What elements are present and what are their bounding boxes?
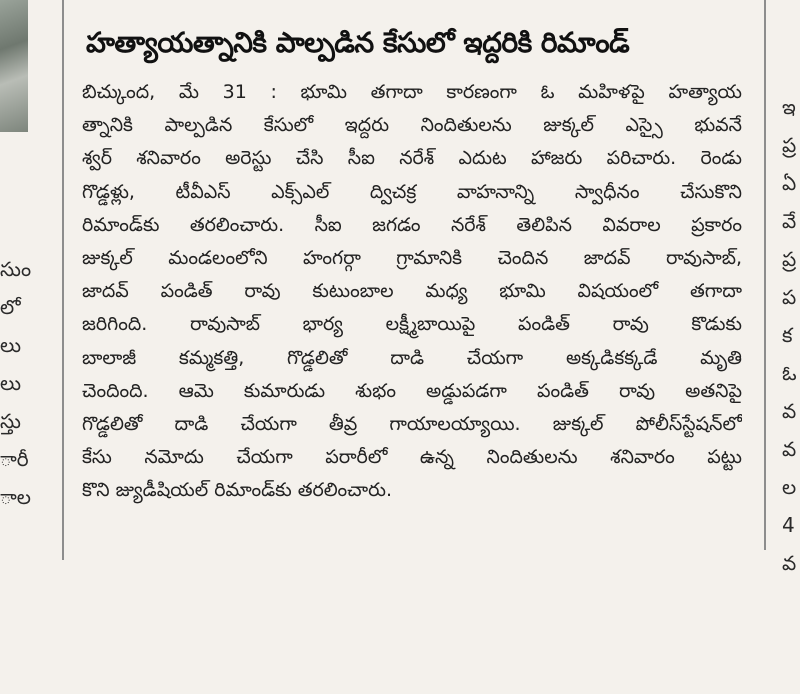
column-divider-right xyxy=(764,0,766,550)
left-fragment-line: ారీ xyxy=(0,447,29,471)
article-body-line: చెందింది. ఆమె కుమారుడు శుభం అడ్డుపడగా పండిత్ రావు అతనిపై xyxy=(82,379,742,402)
article-body-line: గొడ్డళ్లు, టీవీఎస్ ఎక్స్‌ఎల్ ద్విచక్ర వాహనాన్ని స్వాధీనం చేసుకొని xyxy=(82,180,742,203)
left-fragment-line: సుం xyxy=(0,257,32,281)
article-body-line: శ్వర్ శనివారం అరెస్టు చేసి సీఐ నరేశ్ ఎదుట హాజరు పరిచారు. రెండు xyxy=(82,147,742,170)
article-body-line: కేసు నమోదు చేయగా పరారీలో ఉన్న నిందితులను శనివారం పట్టు xyxy=(82,446,742,469)
column-divider-left xyxy=(62,0,64,560)
left-column-fragment xyxy=(0,250,40,516)
article-body-line: రిమాండ్‌కు తరలించారు. సీఐ జగడం నరేశ్ తెలిపిన వివరాల ప్రకారం xyxy=(82,213,742,236)
article-body-line: జాదవ్ పండిత్ రావు కుటుంబాల మధ్య భూమి విషయంలో తగాదా xyxy=(82,280,742,303)
article-body-line: జుక్కల్ మండలంలోని హంగర్గా గ్రామానికి చెందిన జాదవ్ రావుసాబ్, xyxy=(82,246,742,269)
article-body-line: జరిగింది. రావుసాబ్ భార్య లక్ష్మీబాయిపై పండిత్ రావు కొడుకు xyxy=(82,313,742,336)
right-column-fragment xyxy=(782,88,800,582)
right-fragment-line: వ xyxy=(782,551,797,575)
right-fragment-line: ఏ xyxy=(782,171,797,195)
left-fragment-line: స్తు xyxy=(0,409,21,433)
article-body-line: బాలాజీ కమ్మకత్తి, గొడ్డలితో దాడి చేయగా అక్కడికక్కడే మృతి xyxy=(82,346,742,369)
news-article xyxy=(82,16,742,507)
right-fragment-line: వ xyxy=(782,437,797,461)
right-fragment-line: వ xyxy=(782,399,797,423)
left-fragment-line: లో xyxy=(0,295,21,319)
article-body-line: కొని జ్యుడీషియల్ రిమాండ్‌కు తరలించారు. xyxy=(82,479,392,502)
article-headline: హత్యాయత్నానికి పాల్పడిన కేసులో ఇద్దరికి రిమాండ్ xyxy=(86,26,630,59)
left-fragment-line: లు xyxy=(0,333,22,357)
right-fragment-line: 4 xyxy=(782,513,795,537)
right-fragment-line: వే xyxy=(782,209,797,233)
cropped-photo xyxy=(0,0,28,132)
left-fragment-line: లు xyxy=(0,371,22,395)
right-fragment-line: ల xyxy=(782,475,797,499)
article-body-line: త్నానికి పాల్పడిన కేసులో ఇద్దరు నిందితులను జుక్కల్ ఎస్సై భువనే xyxy=(82,114,742,137)
right-fragment-line: ప్ర xyxy=(782,133,797,157)
right-fragment-line: ప xyxy=(782,285,797,309)
left-fragment-line: ాల xyxy=(0,485,31,509)
right-fragment-line: ఓ xyxy=(782,361,797,385)
right-fragment-line: క xyxy=(782,323,793,347)
right-fragment-line: ఇ xyxy=(782,95,796,119)
article-body-line: గొడ్డలితో దాడి చేయగా తీవ్ర గాయాలయ్యాయి. జుక్కల్ పోలీస్‌స్టేషన్‌లో xyxy=(82,412,742,435)
article-body-line: బిచ్కుంద, మే 31 : భూమి తగాదా కారణంగా ఓ మహిళపై హత్యాయ xyxy=(82,81,742,103)
right-fragment-line: ప్ర xyxy=(782,247,797,271)
